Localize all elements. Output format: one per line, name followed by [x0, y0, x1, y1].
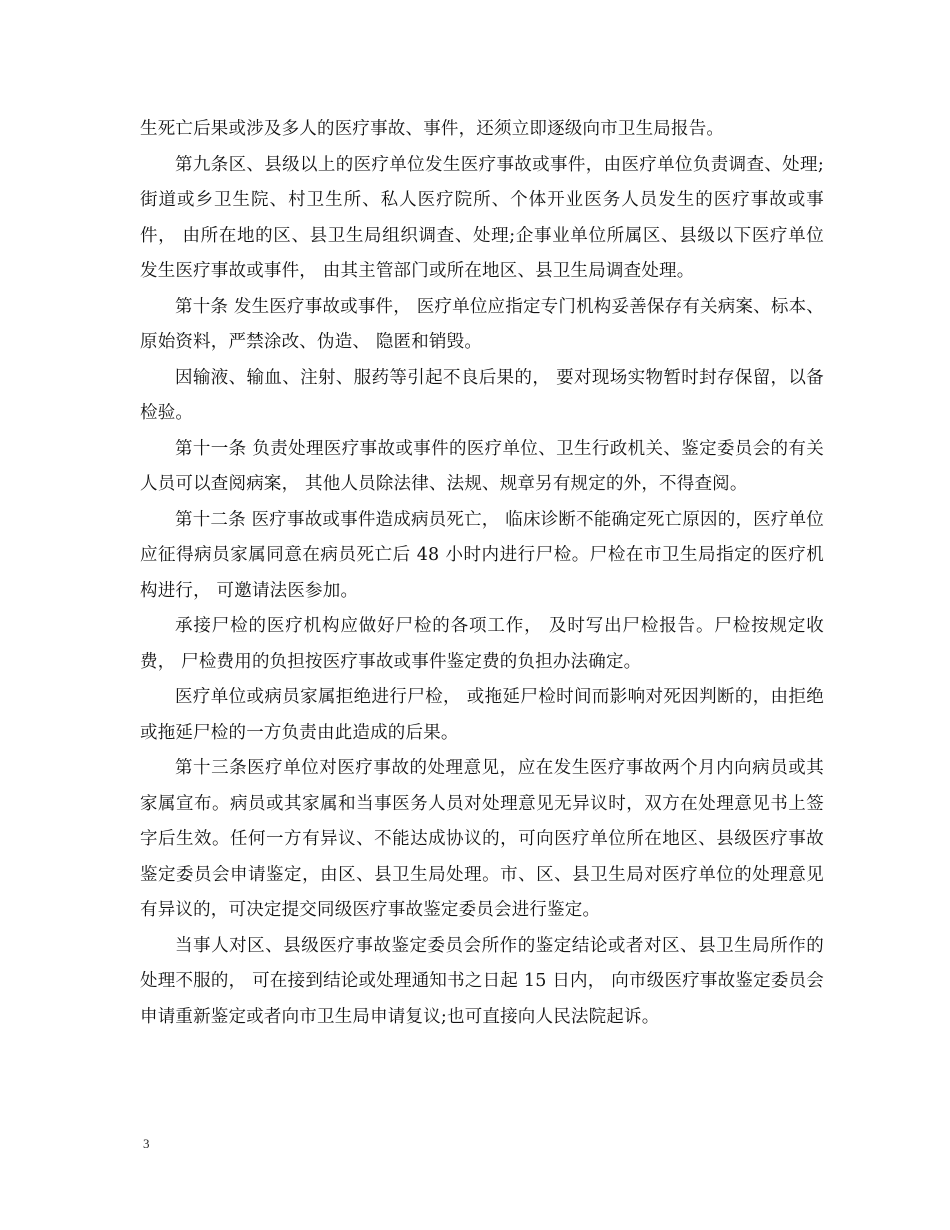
paragraph-article-13: 第十三条医疗单位对医疗事故的处理意见，应在发生医疗事故两个月内向病员或其家属宣布。病员或其家属和当事医务人员对处理意见无异议时，双方在处理意见书上签字后生效。任何一方有异议、不能达成协议的，可向医疗单位所在地区、县级医疗事故鉴定委员会申请鉴定，由区、县卫生局处理。市、区、县卫生局对医疗单位的处理意见有异议的，可决定提交同级医疗事故鉴定委员会进行鉴定。 [140, 758, 824, 920]
paragraph: 因输液、输血、注射、服药等引起不良后果的， 要对现场实物暂时封存保留，以备检验。 [140, 367, 824, 423]
page-number: 3 [143, 1136, 150, 1151]
document-body [140, 112, 824, 1035]
paragraph: 生死亡后果或涉及多人的医疗事故、事件，还须立即逐级向市卫生局报告。 [140, 119, 725, 139]
paragraph-article-10: 第十条 发生医疗事故或事件， 医疗单位应指定专门机构妥善保存有关病案、标本、原始资料，严禁涂改、伪造、 隐匿和销毁。 [140, 296, 824, 352]
paragraph: 承接尸检的医疗机构应做好尸检的各项工作， 及时写出尸检报告。尸检按规定收费， 尸检费用的负担按医疗事故或事件鉴定费的负担办法确定。 [140, 616, 824, 672]
paragraph-article-9: 第九条区、县级以上的医疗单位发生医疗事故或事件，由医疗单位负责调查、处理;街道或乡卫生院、村卫生所、私人医疗院所、个体开业医务人员发生的医疗事故或事件， 由所在地的区、县卫生局组织调查、处理;企事业单位所属区、县级以下医疗单位发生医疗事故或事件， 由其主管部门或所在地区、县卫生局调查处理。 [140, 154, 824, 281]
paragraph-article-12: 第十二条 医疗事故或事件造成病员死亡， 临床诊断不能确定死亡原因的，医疗单位应征得病员家属同意在病员死亡后 48 小时内进行尸检。尸检在市卫生局指定的医疗机构进行， 可邀请法医参加。 [140, 509, 824, 601]
paragraph: 医疗单位或病员家属拒绝进行尸检， 或拖延尸检时间而影响对死因判断的，由拒绝或拖延尸检的一方负责由此造成的后果。 [140, 687, 824, 743]
paragraph-article-11: 第十一条 负责处理医疗事故或事件的医疗单位、卫生行政机关、鉴定委员会的有关人员可以查阅病案， 其他人员除法律、法规、规章另有规定的外，不得查阅。 [140, 438, 824, 494]
paragraph: 当事人对区、县级医疗事故鉴定委员会所作的鉴定结论或者对区、县卫生局所作的处理不服的， 可在接到结论或处理通知书之日起 15 日内， 向市级医疗事故鉴定委员会申请重新鉴定或者向市卫生局申请复议;也可直接向人民法院起诉。 [140, 935, 824, 1027]
